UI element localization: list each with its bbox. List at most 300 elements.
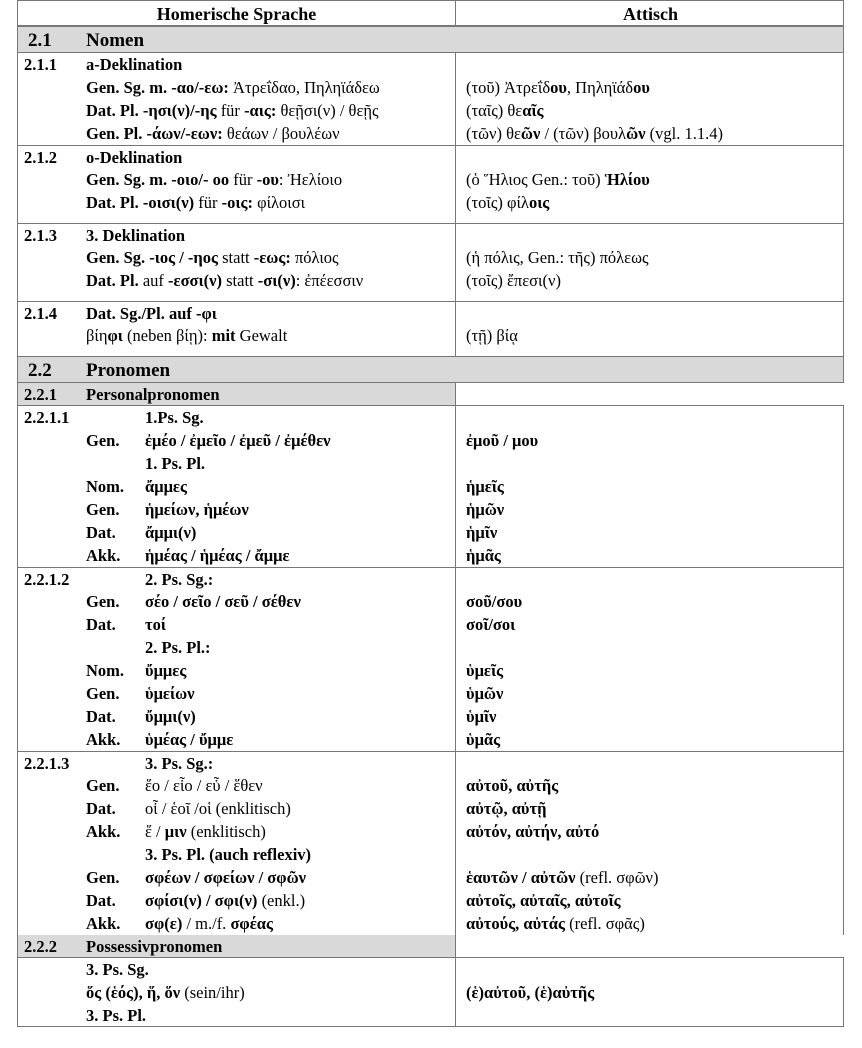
right-cell — [455, 958, 844, 981]
row-number: 2.1.1 — [24, 55, 57, 74]
homeric-form-detail — [145, 636, 211, 659]
text-run: ἡμᾶς — [466, 546, 501, 565]
right-cell — [455, 76, 844, 99]
table-row — [17, 246, 844, 269]
table-row — [17, 544, 844, 567]
homeric-form — [86, 659, 124, 682]
left-cell — [18, 728, 455, 751]
attic-form — [466, 728, 500, 751]
right-cell — [455, 27, 844, 52]
text-run: mit — [211, 326, 236, 345]
text-run: ἡμείων, ἡμέων — [145, 500, 249, 519]
table-row — [17, 122, 844, 145]
table-row — [17, 521, 844, 544]
table-row — [17, 659, 844, 682]
left-cell — [18, 246, 455, 269]
left-cell — [18, 544, 455, 567]
attic-form — [466, 168, 650, 191]
homeric-form-detail — [145, 682, 195, 705]
row-number: 2.1.2 — [24, 148, 57, 167]
right-cell — [455, 1004, 844, 1026]
right-cell — [455, 568, 844, 590]
text-run: (enklitisch) — [186, 822, 266, 841]
text-run: ὅς (ἑός), ἥ, ὅν — [86, 983, 181, 1002]
text-run: (τῇ) βίᾳ — [466, 326, 518, 345]
table-row — [17, 705, 844, 728]
text-run: Dat. — [86, 523, 116, 542]
homeric-form-detail — [145, 705, 196, 728]
homeric-form-detail — [145, 843, 311, 866]
homeric-form — [86, 324, 287, 347]
right-cell — [455, 224, 844, 246]
homeric-form — [86, 224, 185, 247]
row-number: 2.2.1.3 — [24, 754, 70, 773]
left-cell — [18, 912, 455, 935]
homeric-form — [86, 682, 119, 705]
left-cell — [18, 224, 455, 246]
table-row — [17, 76, 844, 99]
attic-form — [466, 544, 501, 567]
text-run: σφέας — [230, 914, 273, 933]
table-row — [17, 912, 844, 935]
table-row — [17, 191, 844, 223]
text-run: Gen. Pl. -άων/-εων: — [86, 124, 223, 143]
homeric-form-detail — [145, 406, 204, 429]
text-run: Nom. — [86, 477, 125, 496]
section-title: Possessivpronomen — [86, 937, 223, 956]
text-run: ἡμῶν — [466, 500, 505, 519]
left-cell — [18, 568, 455, 590]
left-cell — [18, 475, 455, 498]
homeric-form-detail — [145, 728, 233, 751]
right-cell — [455, 752, 844, 774]
text-run: Dat. — [86, 799, 116, 818]
homeric-form — [86, 912, 120, 935]
table-row — [17, 145, 844, 168]
table-row — [17, 223, 844, 246]
text-run: Ἡλίου — [604, 170, 650, 189]
left-cell — [18, 613, 455, 636]
text-run: ἡμεῖς — [466, 477, 504, 496]
left-cell — [18, 452, 455, 475]
left-cell — [18, 302, 455, 324]
header-right — [455, 1, 844, 25]
homeric-form-detail — [145, 820, 266, 843]
left-cell — [18, 99, 455, 122]
attic-form — [466, 269, 561, 292]
text-run: ἕ / — [145, 822, 165, 841]
right-cell — [455, 146, 844, 168]
right-cell — [455, 889, 844, 912]
homeric-form-detail — [145, 498, 249, 521]
text-run: (ὁ Ἥλιος Gen.: τοῦ) — [466, 170, 605, 189]
left-cell — [18, 168, 455, 191]
text-run: οις — [528, 193, 550, 212]
left-cell — [18, 843, 455, 866]
right-cell — [455, 912, 844, 935]
right-cell — [455, 269, 844, 301]
text-run: βίη — [86, 326, 108, 345]
right-cell — [455, 521, 844, 544]
text-run: (vgl. 1.1.4) — [645, 124, 723, 143]
right-cell — [455, 728, 844, 751]
homeric-form-detail — [145, 544, 290, 567]
homeric-form — [86, 705, 116, 728]
homeric-form — [86, 544, 120, 567]
left-cell — [18, 590, 455, 613]
left-cell — [18, 406, 455, 429]
right-cell — [455, 705, 844, 728]
homeric-form — [86, 981, 245, 1004]
table-row — [17, 889, 844, 912]
text-run: σφίσι(ν) / σφι(ν) — [145, 891, 258, 910]
text-run: Dat. — [86, 891, 116, 910]
homeric-form — [86, 122, 340, 145]
attic-form — [466, 246, 649, 269]
table-row — [17, 843, 844, 866]
text-run: Dat. Pl. — [86, 271, 139, 290]
table-row — [17, 53, 844, 76]
attic-form — [466, 324, 518, 347]
text-run: (τοῦ) Ἀτρεΐδ — [466, 78, 551, 97]
text-run: Gen. — [86, 868, 120, 887]
text-run: Gen. Sg. m. -οιο/- οο — [86, 170, 230, 189]
text-run: αὐτοῦ, αὐτῆς — [466, 776, 559, 795]
text-run: o-Deklination — [86, 148, 183, 167]
left-cell — [18, 889, 455, 912]
right-cell — [455, 797, 844, 820]
text-run: (sein/ihr) — [180, 983, 245, 1002]
left-cell — [18, 659, 455, 682]
section-number: 2.2 — [28, 360, 52, 381]
attic-form — [466, 521, 497, 544]
right-cell — [455, 981, 844, 1004]
homeric-form-detail — [145, 797, 291, 820]
text-run: Dat. Pl. — [86, 101, 143, 120]
text-run: ὑμεῖς — [466, 661, 504, 680]
text-run: -εσσι(ν) — [168, 271, 223, 290]
homeric-form — [86, 889, 116, 912]
section-title: Nomen — [86, 30, 145, 51]
text-run: μιν — [164, 822, 187, 841]
attic-form — [466, 76, 650, 99]
attic-form — [466, 797, 546, 820]
homeric-form-detail — [145, 774, 263, 797]
table-row — [17, 774, 844, 797]
left-cell — [18, 682, 455, 705]
text-run: Gen. Sg. m. -αο/-εω: — [86, 78, 229, 97]
text-run: Gen. — [86, 684, 120, 703]
right-cell — [455, 191, 844, 223]
text-run: ου — [550, 78, 567, 97]
text-run: πόλιος — [290, 248, 339, 267]
header-left — [18, 1, 455, 25]
header-attisch: Attisch — [623, 4, 678, 24]
text-run: Akk. — [86, 546, 121, 565]
right-cell — [455, 659, 844, 682]
homeric-form — [86, 590, 119, 613]
table-header-row — [17, 0, 844, 26]
attic-form — [466, 820, 599, 843]
homeric-form — [86, 958, 149, 981]
left-cell — [18, 191, 455, 223]
table-row — [17, 1004, 844, 1027]
text-run: Gen. — [86, 500, 120, 519]
attic-form — [466, 613, 515, 636]
attic-form — [466, 475, 504, 498]
table-row — [17, 406, 844, 429]
text-run: τοί — [145, 615, 166, 634]
left-cell — [18, 820, 455, 843]
attic-form — [466, 429, 538, 452]
text-run: 3. Ps. Sg.: — [145, 754, 214, 773]
attic-form — [466, 682, 503, 705]
homeric-form-detail — [145, 568, 213, 591]
text-run: 3. Ps. Sg. — [86, 960, 149, 979]
section-header-row — [17, 26, 844, 53]
right-cell — [455, 475, 844, 498]
right-cell — [455, 168, 844, 191]
text-run: (neben βίῃ): — [122, 326, 212, 345]
text-run: σέο / σεῖο / σεῦ / σέθεν — [145, 592, 301, 611]
table-row — [17, 728, 844, 751]
text-run: Ἀτρεΐδαο, Πηληϊάδεω — [228, 78, 380, 97]
left-cell — [18, 122, 455, 145]
table-row — [17, 866, 844, 889]
attic-form — [466, 866, 659, 889]
attic-form — [466, 191, 549, 214]
text-run: ὔμμι(ν) — [145, 707, 196, 726]
homeric-form — [86, 820, 120, 843]
left-cell — [18, 498, 455, 521]
table-row — [17, 567, 844, 590]
text-run: Dat. — [86, 615, 116, 634]
right-cell — [455, 682, 844, 705]
subsection-header-row — [17, 935, 844, 958]
text-run: a-Deklination — [86, 55, 183, 74]
right-cell — [455, 53, 844, 76]
subsection-header-row — [17, 383, 844, 406]
right-cell — [455, 774, 844, 797]
homeric-form-detail — [145, 590, 301, 613]
right-cell — [455, 935, 844, 957]
table-row — [17, 682, 844, 705]
text-run: ἐμοῦ / μου — [466, 431, 539, 450]
text-run: für — [194, 193, 222, 212]
text-run: Dat. Pl. -οισι(ν) — [86, 193, 195, 212]
row-number: 2.2.1.1 — [24, 408, 70, 427]
text-run: statt — [222, 271, 258, 290]
row-number: 2.1.3 — [24, 226, 57, 245]
text-run: (τοῖς) ἔπεσι(ν) — [466, 271, 561, 290]
text-run: (ταῖς) θε — [466, 101, 523, 120]
right-cell — [455, 429, 844, 452]
left-cell — [18, 53, 455, 76]
text-run: (enkl.) — [257, 891, 306, 910]
text-run: Dat. Sg./Pl. auf -φι — [86, 304, 217, 323]
left-cell — [18, 324, 455, 356]
right-cell — [455, 99, 844, 122]
left-cell — [18, 866, 455, 889]
right-cell — [455, 246, 844, 269]
text-run: ὑμείων — [145, 684, 195, 703]
text-run: für — [216, 101, 245, 120]
homeric-form-detail — [145, 452, 205, 475]
right-cell — [455, 613, 844, 636]
homeric-form — [86, 774, 119, 797]
text-run: (τῶν) θε — [466, 124, 521, 143]
text-run: , Πηληϊάδ — [566, 78, 634, 97]
section-number: 2.2.1 — [24, 385, 57, 404]
homeric-form — [86, 429, 119, 452]
left-cell — [18, 383, 455, 405]
left-cell — [18, 269, 455, 301]
homeric-form — [86, 53, 182, 76]
text-run: / (τῶν) βουλ — [540, 124, 627, 143]
table-row — [17, 820, 844, 843]
text-run: -εως: — [253, 248, 291, 267]
text-run: αὐτῷ, αὐτῇ — [466, 799, 547, 818]
homeric-form — [86, 302, 217, 325]
right-cell — [455, 866, 844, 889]
text-run: ἄμμες — [145, 477, 187, 496]
table-row — [17, 269, 844, 301]
homeric-form — [86, 521, 116, 544]
table-row — [17, 797, 844, 820]
text-run: θεάων / βουλέων — [222, 124, 340, 143]
text-run: αῖς — [522, 101, 544, 120]
grammar-table — [17, 0, 844, 1027]
table-row — [17, 452, 844, 475]
left-cell — [18, 797, 455, 820]
table-row — [17, 613, 844, 636]
left-cell — [18, 76, 455, 99]
text-run: 2. Ps. Sg.: — [145, 570, 214, 589]
text-run: ὑμῖν — [466, 707, 497, 726]
text-run: ἄμμι(ν) — [145, 523, 197, 542]
right-cell — [455, 843, 844, 866]
text-run: σοῦ/σου — [466, 592, 523, 611]
homeric-form — [86, 1004, 146, 1027]
left-cell — [18, 935, 455, 957]
homeric-form-detail — [145, 889, 305, 912]
text-run: 3. Ps. Pl. — [86, 1006, 147, 1025]
text-run: 1. Ps. Pl. — [145, 454, 206, 473]
section-number: 2.1 — [28, 30, 52, 51]
text-run: (ἡ πόλις, Gen.: τῆς) πόλεως — [466, 248, 649, 267]
table-row — [17, 590, 844, 613]
right-cell — [455, 324, 844, 356]
left-cell — [18, 1004, 455, 1026]
homeric-form — [86, 866, 119, 889]
text-run: φίλοισι — [252, 193, 306, 212]
text-run: αὐτόν, αὐτήν, αὐτό — [466, 822, 600, 841]
right-cell — [455, 498, 844, 521]
text-run: (τοῖς) φίλ — [466, 193, 529, 212]
table-row — [17, 99, 844, 122]
attic-form — [466, 122, 723, 145]
left-cell — [18, 521, 455, 544]
left-cell — [18, 774, 455, 797]
table-row — [17, 475, 844, 498]
homeric-form — [86, 76, 380, 99]
attic-form — [466, 659, 503, 682]
homeric-form — [86, 613, 116, 636]
text-run: Gen. — [86, 592, 120, 611]
text-run: -αις: — [244, 101, 277, 120]
homeric-form-detail — [145, 752, 213, 775]
text-run: ὑμέας / ὔμμε — [145, 730, 234, 749]
text-run: θεῇσι(ν) / θεῇς — [276, 101, 379, 120]
left-cell — [18, 752, 455, 774]
homeric-form-detail — [145, 475, 187, 498]
text-run: / m./f. — [182, 914, 231, 933]
table-row — [17, 981, 844, 1004]
attic-form — [466, 981, 594, 1004]
right-cell — [455, 636, 844, 659]
text-run: Dat. — [86, 707, 116, 726]
text-run: -οις: — [221, 193, 253, 212]
right-cell — [455, 452, 844, 475]
table-row — [17, 498, 844, 521]
text-run: 3. Ps. Pl. (auch reflexiv) — [145, 845, 312, 864]
homeric-form-detail — [145, 912, 273, 935]
table-row — [17, 636, 844, 659]
left-cell — [18, 636, 455, 659]
text-run: -ησι(ν)/-ης — [142, 101, 217, 120]
text-run: φι — [107, 326, 123, 345]
text-run: ὑμῶν — [466, 684, 504, 703]
right-cell — [455, 590, 844, 613]
text-run: 3. Deklination — [86, 226, 186, 245]
text-run: ἑαυτῶν / αὐτῶν — [466, 868, 576, 887]
text-run: auf — [138, 271, 169, 290]
right-cell — [455, 383, 844, 405]
text-run: 1.Ps. Sg. — [145, 408, 204, 427]
homeric-form-detail — [145, 659, 186, 682]
section-header-row — [17, 356, 844, 383]
text-run: ῶν — [626, 124, 646, 143]
text-run: σοῖ/σοι — [466, 615, 516, 634]
table-row — [17, 324, 844, 356]
right-cell — [455, 302, 844, 324]
text-run: (refl. σφῶν) — [575, 868, 659, 887]
text-run: Gewalt — [235, 326, 288, 345]
text-run: -σι(ν) — [257, 271, 296, 290]
left-cell — [18, 429, 455, 452]
table-row — [17, 958, 844, 981]
homeric-form — [86, 146, 182, 169]
table-row — [17, 168, 844, 191]
text-run: ἡμέας / ἡμέας / ἄμμε — [145, 546, 290, 565]
text-run: (refl. σφᾶς) — [564, 914, 645, 933]
homeric-form — [86, 797, 116, 820]
text-run: für — [229, 170, 257, 189]
homeric-form — [86, 246, 339, 269]
text-run: : ἐπέεσσιν — [295, 271, 364, 290]
homeric-form-detail — [145, 866, 306, 889]
text-run: Gen. — [86, 431, 120, 450]
text-run: -ου — [256, 170, 279, 189]
header-homerisch: Homerische Sprache — [156, 4, 317, 24]
homeric-form — [86, 269, 363, 292]
left-cell — [18, 981, 455, 1004]
table-row — [17, 301, 844, 324]
right-cell — [455, 122, 844, 145]
right-cell — [455, 357, 844, 382]
attic-form — [466, 498, 504, 521]
text-run: Nom. — [86, 661, 125, 680]
